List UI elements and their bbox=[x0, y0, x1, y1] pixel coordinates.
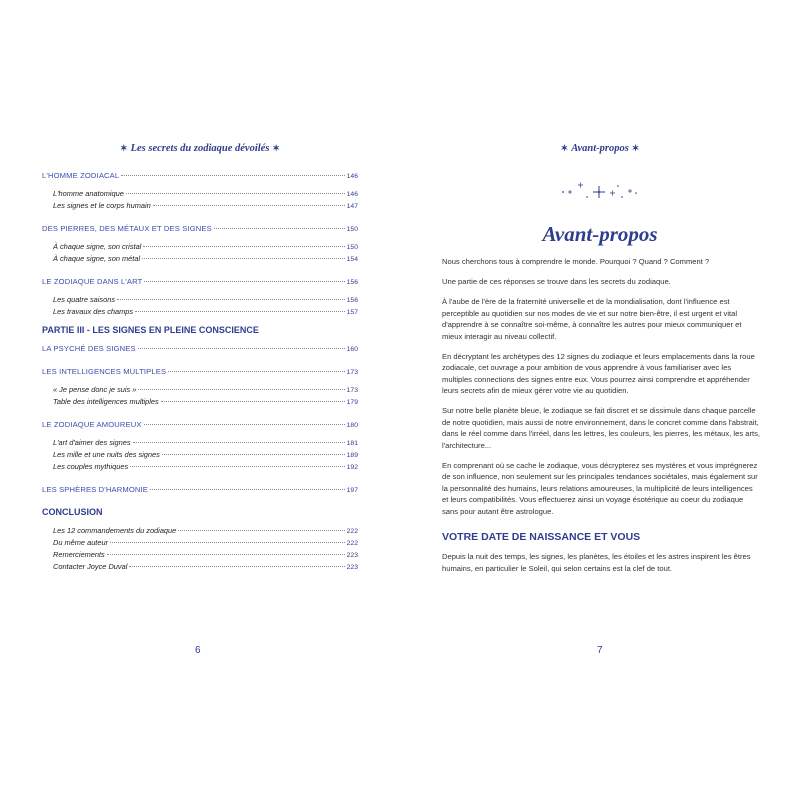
right-page bbox=[400, 0, 800, 800]
running-head-text: Avant-propos bbox=[571, 143, 629, 154]
toc-chapter[interactable]: LES SPHÈRES D'HARMONIE 197 bbox=[42, 485, 358, 494]
star-icon: ✶ bbox=[272, 143, 280, 153]
star-icon: ✶ bbox=[120, 143, 128, 153]
toc-entry[interactable]: Remerciements 223 bbox=[53, 550, 358, 559]
star-icon: ✶ bbox=[631, 143, 640, 153]
section-heading: VOTRE DATE DE NAISSANCE ET VOUS bbox=[442, 531, 641, 543]
page-number: 7 bbox=[597, 645, 603, 656]
toc-chapter[interactable]: L'HOMME ZODIACAL 146 bbox=[42, 171, 358, 180]
paragraph: Une partie de ces réponses se trouve dans les secrets du zodiaque. bbox=[442, 277, 671, 286]
table-of-contents bbox=[42, 170, 358, 573]
toc-entry[interactable]: L'homme anatomique 146 bbox=[53, 189, 358, 198]
stars-ornament-icon bbox=[560, 180, 640, 204]
paragraph: Depuis la nuit des temps, les signes, les planètes, les étoiles et les astres inspirent les êtres humains, en particulier le Soleil, qui selon certains est la clef de tout. bbox=[442, 552, 751, 573]
toc-entry[interactable]: Les couples mythiques 192 bbox=[53, 462, 358, 471]
toc-part-heading: PARTIE III - LES SIGNES EN PLEINE CONSCIENCE bbox=[42, 325, 259, 335]
paragraph: En décryptant les archétypes des 12 signes du zodiaque et leurs emplacements dans la roue zodiacale, cet ouvrage a pour ambition de vous apprendre à vous familiariser avec les multiples connections des signes entre eux. Vous pourrez ainsi comprendre et appréhender leurs secrets afin de mieux gérer votre vie au quotidien. bbox=[442, 351, 755, 395]
toc-conclusion-heading: CONCLUSION bbox=[42, 507, 103, 517]
paragraph: Sur notre belle planète bleue, le zodiaque se fait discret et se dissimule dans chaque parcelle de notre quotidien, mais aussi de notre environnement, dans le concret comme dans l'abstrait, dans le réel comme dans l'irréel, dans les lettres, les couleurs, les pierres, les métaux, les arts, l'architecture... bbox=[442, 406, 760, 450]
toc-entry[interactable]: Les mille et une nuits des signes 189 bbox=[53, 450, 358, 459]
toc-chapter[interactable]: LE ZODIAQUE DANS L'ART 156 bbox=[42, 277, 358, 286]
running-head-left bbox=[0, 143, 400, 154]
toc-chapter[interactable]: DES PIERRES, DES MÉTAUX ET DES SIGNES 150 bbox=[42, 224, 358, 233]
toc-entry[interactable]: Les travaux des champs 157 bbox=[53, 307, 358, 316]
toc-entry[interactable]: Table des intelligences multiples 179 bbox=[53, 397, 358, 406]
body-text bbox=[442, 256, 760, 583]
toc-entry[interactable]: À chaque signe, son métal 154 bbox=[53, 254, 358, 263]
toc-chapter[interactable]: LA PSYCHÉ DES SIGNES 160 bbox=[42, 344, 358, 353]
page-title: Avant-propos bbox=[542, 222, 658, 246]
toc-chapter[interactable]: LES INTELLIGENCES MULTIPLES 173 bbox=[42, 367, 358, 376]
toc-entry[interactable]: Contacter Joyce Duval 223 bbox=[53, 562, 358, 571]
toc-chapter[interactable]: LE ZODIAQUE AMOUREUX 180 bbox=[42, 420, 358, 429]
toc-entry[interactable]: « Je pense donc je suis » 173 bbox=[53, 385, 358, 394]
toc-entry[interactable]: Les signes et le corps humain 147 bbox=[53, 201, 358, 210]
page-number: 6 bbox=[195, 645, 201, 656]
toc-entry[interactable]: L'art d'aimer des signes 181 bbox=[53, 438, 358, 447]
running-head-text: Les secrets du zodiaque dévoilés bbox=[130, 143, 270, 154]
paragraph: À l'aube de l'ère de la fraternité universelle et de la mondialisation, dont l'influence est perceptible au quotidien sur nos modes de vie et sur notre bien-être, il est urgent et vital d'apprendre à se connaître soi-même, à connaître les autres pour mieux communiquer et mieux interagir au niveau collectif. bbox=[442, 297, 742, 341]
toc-entry[interactable]: Les 12 commandements du zodiaque 222 bbox=[53, 526, 358, 535]
toc-entry[interactable]: À chaque signe, son cristal 150 bbox=[53, 242, 358, 251]
star-icon: ✶ bbox=[560, 143, 569, 153]
paragraph: En comprenant où se cache le zodiaque, vous décrypterez ses mystères et vous imprégnerez de son influence, non seulement sur les principales tendances sociétales, mais également sur la personnalité des humains, leurs relations amoureuses, la multiplicité de leurs intelligences et leurs compatibilités. Vous effectuerez ainsi un voyage ésotérique au coeur du zodiaque sans pour autant être astrologue. bbox=[442, 460, 758, 516]
toc-entry[interactable]: Du même auteur 222 bbox=[53, 538, 358, 547]
toc-entry[interactable]: Les quatre saisons 156 bbox=[53, 295, 358, 304]
running-head-right bbox=[400, 143, 800, 154]
paragraph: Nous cherchons tous à comprendre le monde. Pourquoi ? Quand ? Comment ? bbox=[442, 257, 710, 266]
